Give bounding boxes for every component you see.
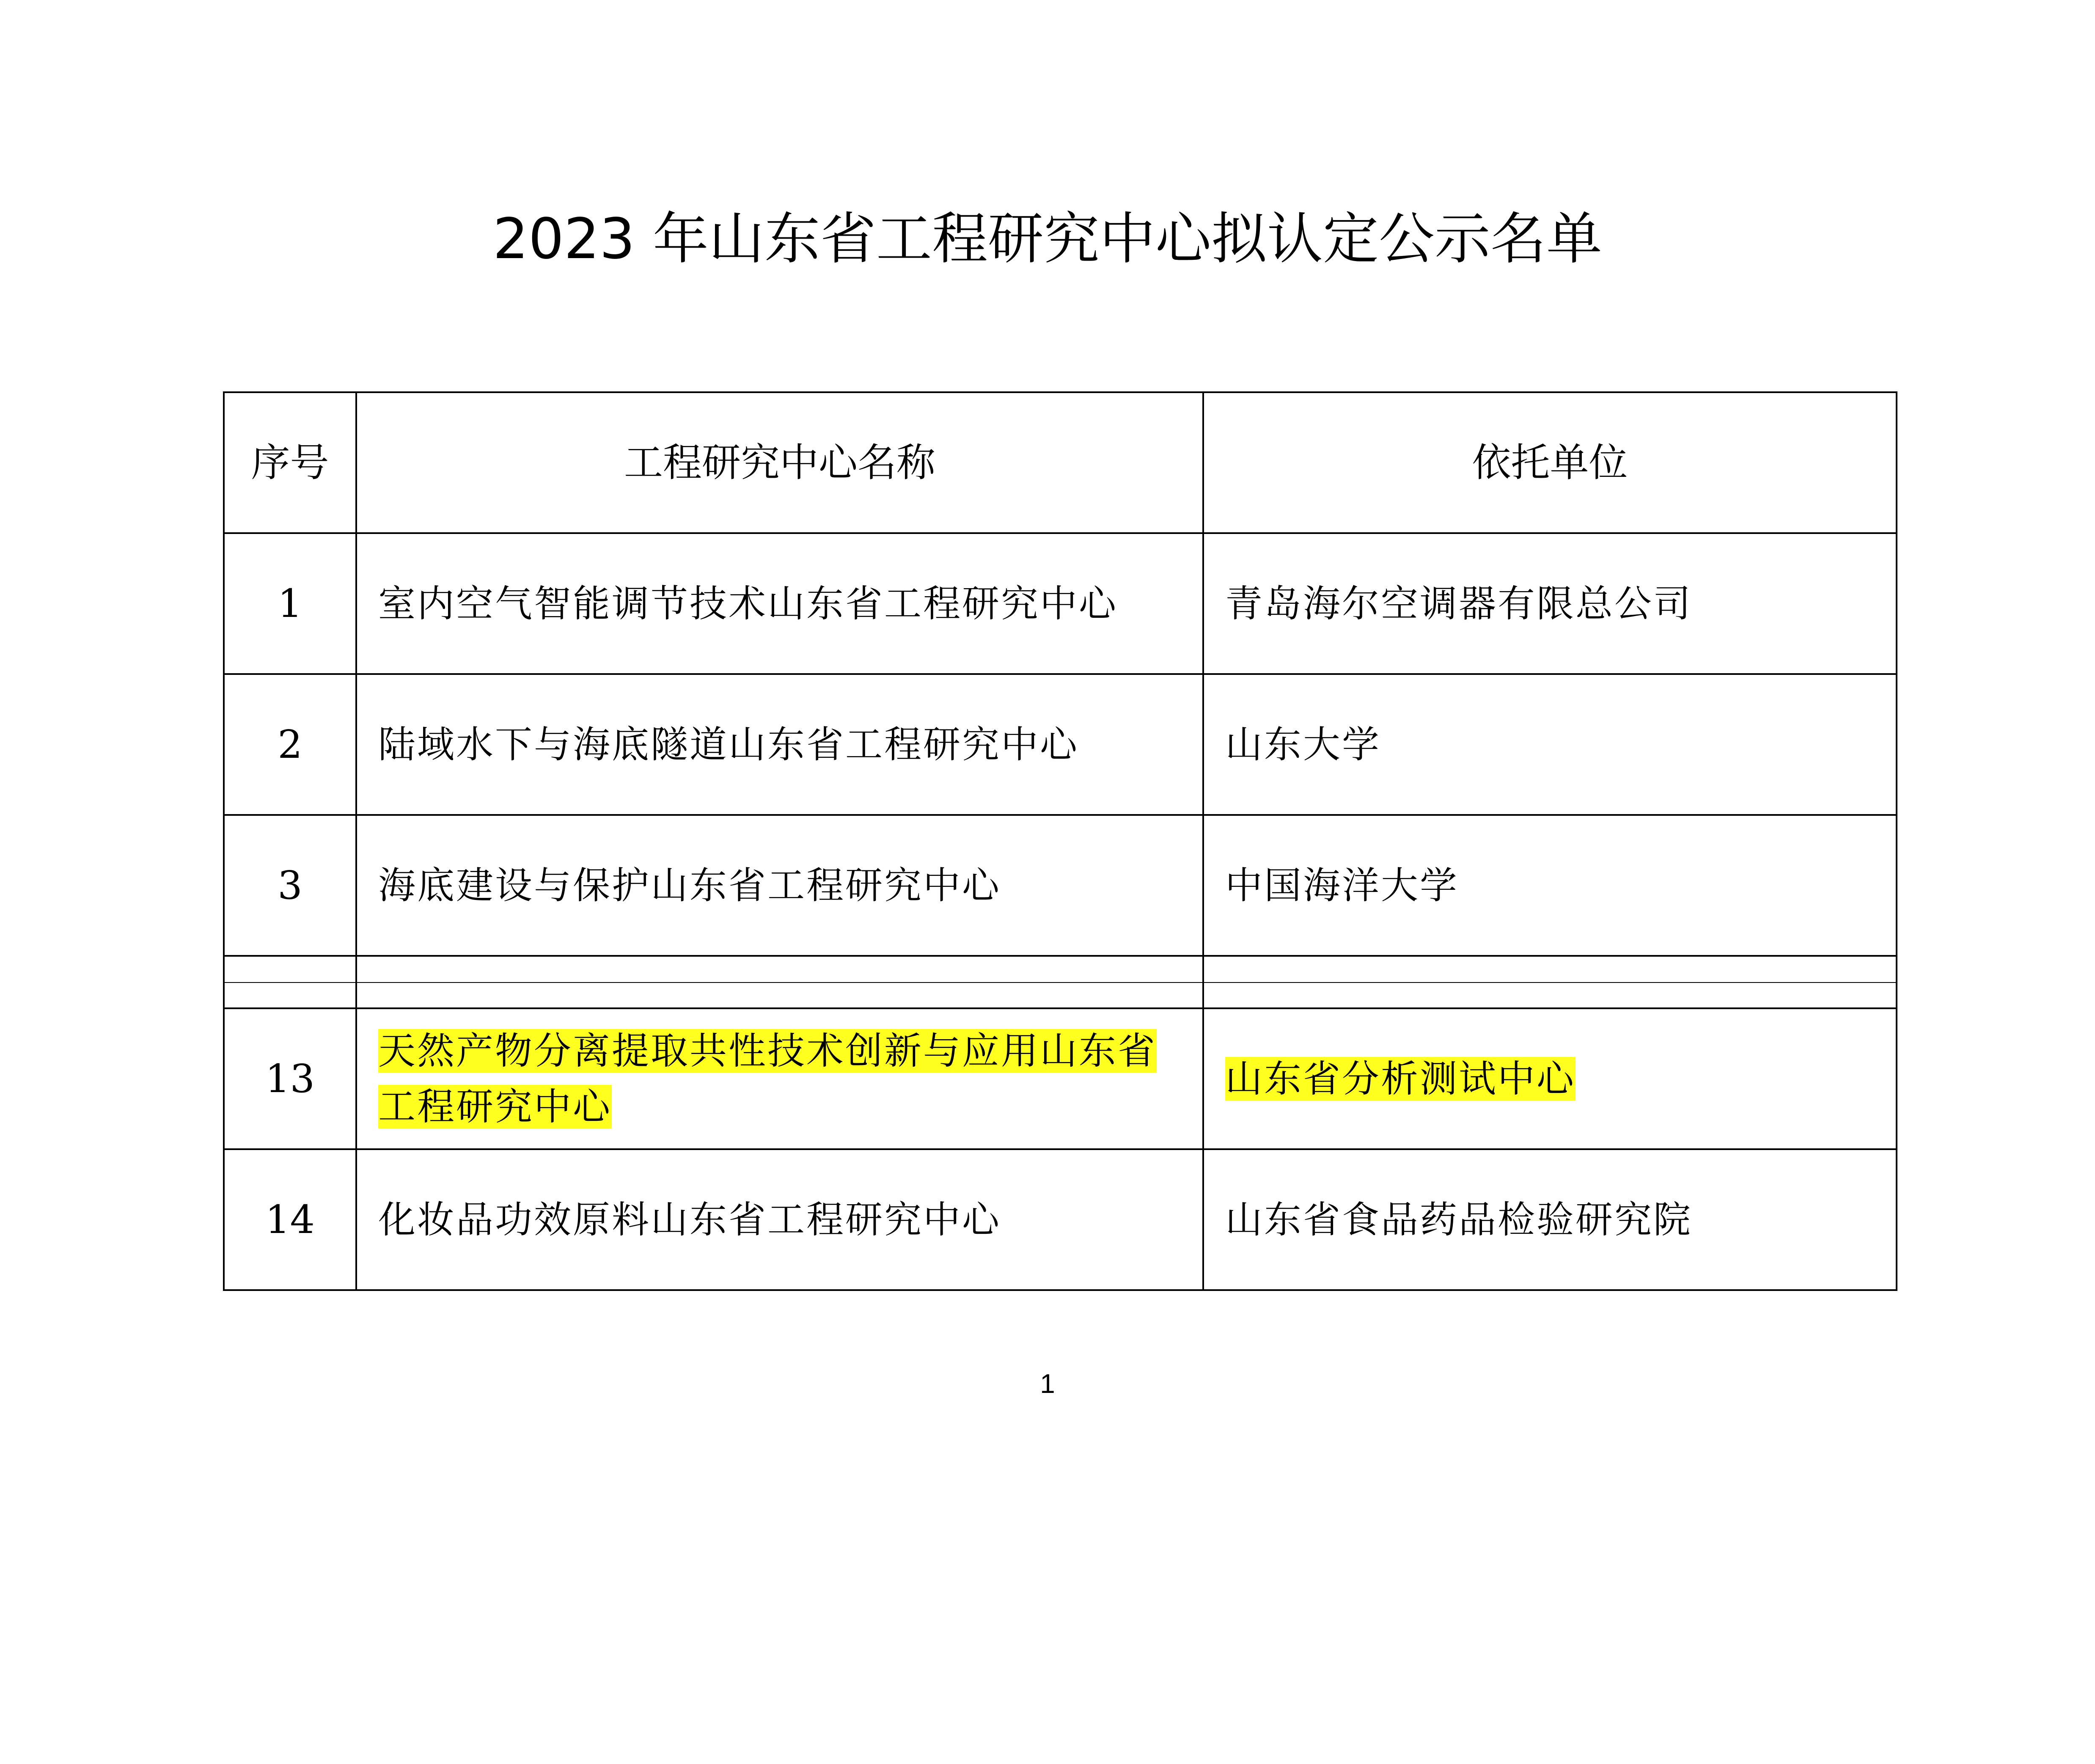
header-index: 序号 — [224, 392, 356, 533]
gap-cell — [356, 982, 1203, 1008]
table-gap-row — [224, 982, 1897, 1008]
page-number: 1 — [1040, 1368, 1055, 1399]
row-center-name — [356, 1149, 1203, 1290]
row-supporting-unit — [1203, 1149, 1897, 1290]
row-center-name — [356, 674, 1203, 815]
center-name-text: 室内空气智能调节技术山东省工程研究中心 — [378, 581, 1118, 625]
supporting-unit-text: 中国海洋大学 — [1225, 863, 1459, 907]
supporting-unit-text: 山东省食品药品检验研究院 — [1225, 1197, 1693, 1241]
row-index: 14 — [224, 1149, 356, 1290]
supporting-unit-text: 山东大学 — [1225, 722, 1381, 766]
row-supporting-unit — [1203, 815, 1897, 956]
gap-cell — [224, 982, 356, 1008]
row-supporting-unit — [1203, 1008, 1897, 1149]
publicity-list-table — [223, 391, 1897, 1291]
table-header-row — [224, 392, 1897, 533]
page-title: 2023 年山东省工程研究中心拟认定公示名单 — [493, 206, 1602, 272]
center-name-text: 海底建设与保护山东省工程研究中心 — [378, 863, 1001, 907]
row-center-name — [356, 815, 1203, 956]
row-supporting-unit — [1203, 674, 1897, 815]
row-center-name — [356, 1008, 1203, 1149]
header-center-name: 工程研究中心名称 — [356, 392, 1203, 533]
row-index: 3 — [224, 815, 356, 956]
gap-cell — [224, 956, 356, 982]
table-gap-row — [224, 956, 1897, 982]
table-row — [224, 815, 1897, 956]
row-index: 1 — [224, 533, 356, 674]
row-index: 13 — [224, 1008, 356, 1149]
center-name-text-highlighted: 天然产物分离提取共性技术创新与应用山东省工程研究中心 — [378, 1029, 1157, 1128]
row-supporting-unit — [1203, 533, 1897, 674]
center-name-text: 化妆品功效原料山东省工程研究中心 — [378, 1197, 1001, 1241]
table-row — [224, 1149, 1897, 1290]
gap-cell — [1203, 956, 1897, 982]
header-supporting-unit: 依托单位 — [1203, 392, 1897, 533]
center-name-text: 陆域水下与海底隧道山东省工程研究中心 — [378, 722, 1079, 766]
table-row — [224, 533, 1897, 674]
table-row-highlighted — [224, 1008, 1897, 1149]
row-center-name — [356, 533, 1203, 674]
table-row — [224, 674, 1897, 815]
gap-cell — [356, 956, 1203, 982]
supporting-unit-text-highlighted: 山东省分析测试中心 — [1225, 1057, 1576, 1101]
row-index: 2 — [224, 674, 356, 815]
supporting-unit-text: 青岛海尔空调器有限总公司 — [1225, 581, 1693, 625]
gap-cell — [1203, 982, 1897, 1008]
